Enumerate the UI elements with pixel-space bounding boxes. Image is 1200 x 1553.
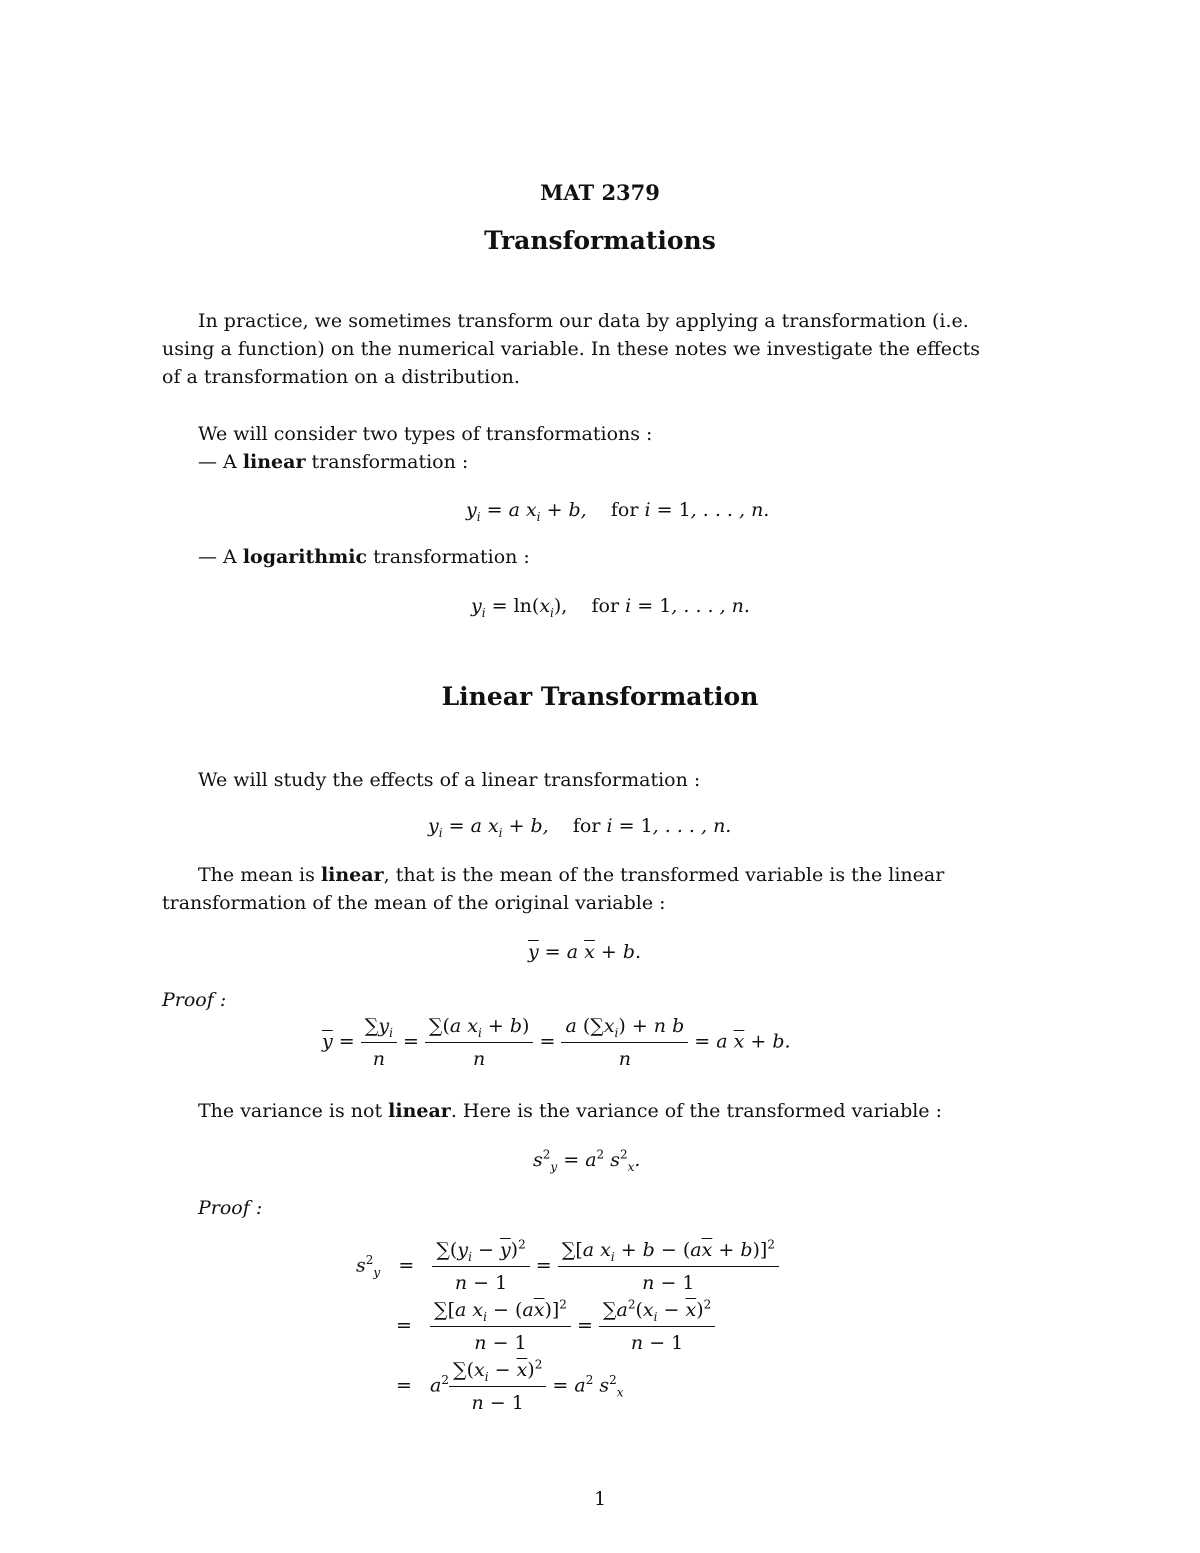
course-code: MAT 2379 <box>540 180 660 205</box>
type-log-rest: transformation : <box>373 546 530 568</box>
proof-label-2: Proof : <box>198 1197 263 1219</box>
variance-proof-row-2: = $\frac{\sum[a x_i - (a\overline{x})]^2}{n - 1}$ = $\frac{\sum a^2(x_i - \overline{x})^2}{n - 1}$ <box>396 1296 715 1357</box>
variance-text-a: The variance is not <box>198 1100 383 1122</box>
variance-linear-word: linear <box>388 1100 451 1122</box>
mean-linear-word: linear <box>320 864 384 886</box>
dash: — A <box>198 451 237 473</box>
type-log-item <box>198 543 530 571</box>
type-log-word: logarithmic <box>242 546 368 568</box>
mean-equation: $\overline{y} = a$ $\overline{x} + b$. <box>528 941 642 963</box>
intro-line-3: of a transformation on a distribution. <box>162 366 520 388</box>
intro-line-2: using a function) on the numerical variable. In these notes we investigate the effects <box>162 338 980 360</box>
types-lead: We will consider two types of transformations : <box>198 423 653 445</box>
mean-line-1 <box>198 861 944 889</box>
variance-line <box>198 1097 942 1125</box>
equation-linear-1: $y_i = a$ $x_i + b$, for i = 1, . . . , n. <box>466 499 770 524</box>
study-line: We will study the effects of a linear transformation : <box>198 769 701 791</box>
mean-text-c: , that is the mean of the transformed variable is the linear <box>383 864 945 886</box>
type-linear-rest: transformation : <box>311 451 469 473</box>
mean-text-a: The mean is <box>198 864 315 886</box>
variance-text-c: . Here is the variance of the transformed variable : <box>450 1100 942 1122</box>
type-linear-item <box>198 448 468 476</box>
equation-log: $y_i = \ln(x_i)$, for i = 1, . . . , n. <box>471 595 750 620</box>
variance-proof-row-1: $s^2_y$ = $\frac{\sum(y_i - \overline{y})^2}{n - 1}$ = $\frac{\sum[a x_i + b - (a\overline{x} + b)]^2}{n - 1}$ <box>356 1236 779 1297</box>
page-title: Transformations <box>484 226 716 255</box>
equation-linear-2: $y_i = a$ $x_i + b$, for i = 1, . . . , n. <box>428 815 732 840</box>
mean-proof-equation: $\overline{y}$ = $\frac{\sum y_i}{n}$ = $\frac{\sum(a x_i + b)}{n}$ = $\frac{a (\sum x_i) + n b}{n}$ = a $\overline{x} + b$. <box>322 1012 791 1073</box>
page-number: 1 <box>593 1488 607 1510</box>
variance-proof-row-3: = $a^2$ $\frac{\sum(x_i - \overline{x})^2}{n - 1}$ = $a^2$ $s^2_x$ <box>396 1357 624 1414</box>
type-linear-word: linear <box>242 451 306 473</box>
mean-line-2: transformation of the mean of the original variable : <box>162 892 666 914</box>
section-title: Linear Transformation <box>441 682 759 711</box>
variance-equation: $s^2_y = a^2$ $s^2_x$. <box>533 1147 641 1174</box>
intro-line-1: In practice, we sometimes transform our data by applying a transformation (i.e. <box>198 310 969 332</box>
proof-label-1: Proof : <box>162 989 227 1011</box>
dash: — A <box>198 546 237 568</box>
